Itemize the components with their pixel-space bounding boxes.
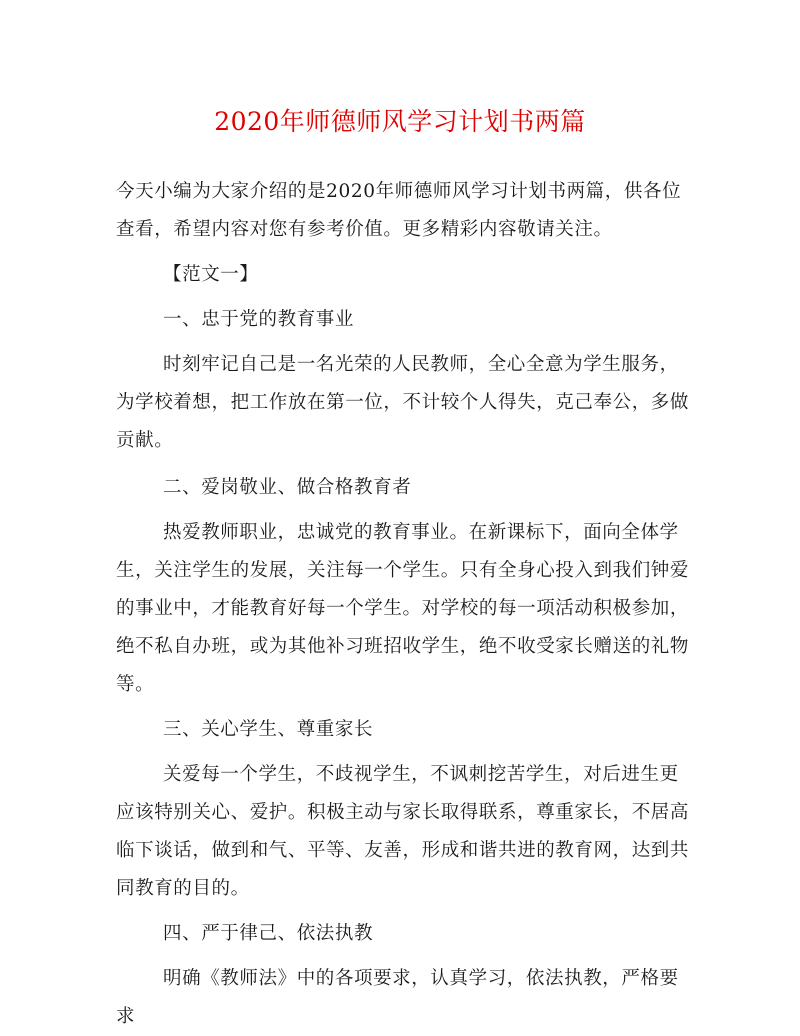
paragraph-1: 时刻牢记自己是一名光荣的人民教师，全心全意为学生服务，为学校着想，把工作放在第一位，不计较个人得失，克己奉公，多做贡献。 bbox=[116, 354, 690, 451]
document-title: 2020年师德师风学习计划书两篇 bbox=[214, 107, 586, 136]
document-body bbox=[116, 173, 690, 1036]
heading-2: 二、爱岗敬业、做合格教育者 bbox=[163, 477, 412, 498]
section-label: 【范文一】 bbox=[163, 264, 259, 285]
heading-4: 四、严于律己、依法执教 bbox=[163, 923, 374, 944]
heading-3: 三、关心学生、尊重家长 bbox=[163, 719, 374, 740]
paragraph-3: 关爱每一个学生，不歧视学生，不讽刺挖苦学生，对后进生更应该特别关心、爱护。积极主动与家长取得联系，尊重家长，不居高临下谈话，做到和气、平等、友善，形成和谐共进的教育网，达到共同教育的目的。 bbox=[116, 764, 690, 899]
paragraph-4: 明确《教师法》中的各项要求，认真学习，依法执教，严格要求 bbox=[116, 968, 679, 1027]
intro-paragraph: 今天小编为大家介绍的是2020年师德师风学习计划书两篇，供各位查看，希望内容对您有参考价值。更多精彩内容敬请关注。 bbox=[116, 181, 682, 240]
paragraph-2: 热爱教师职业，忠诚党的教育事业。在新课标下，面向全体学生，关注学生的发展，关注每一个学生。只有全身心投入到我们钟爱的事业中，才能教育好每一个学生。对学校的每一项活动积极参加，绝不私自办班，或为其他补习班招收学生，绝不收受家长赠送的礼物等。 bbox=[116, 522, 690, 695]
heading-1: 一、忠于党的教育事业 bbox=[163, 309, 355, 330]
